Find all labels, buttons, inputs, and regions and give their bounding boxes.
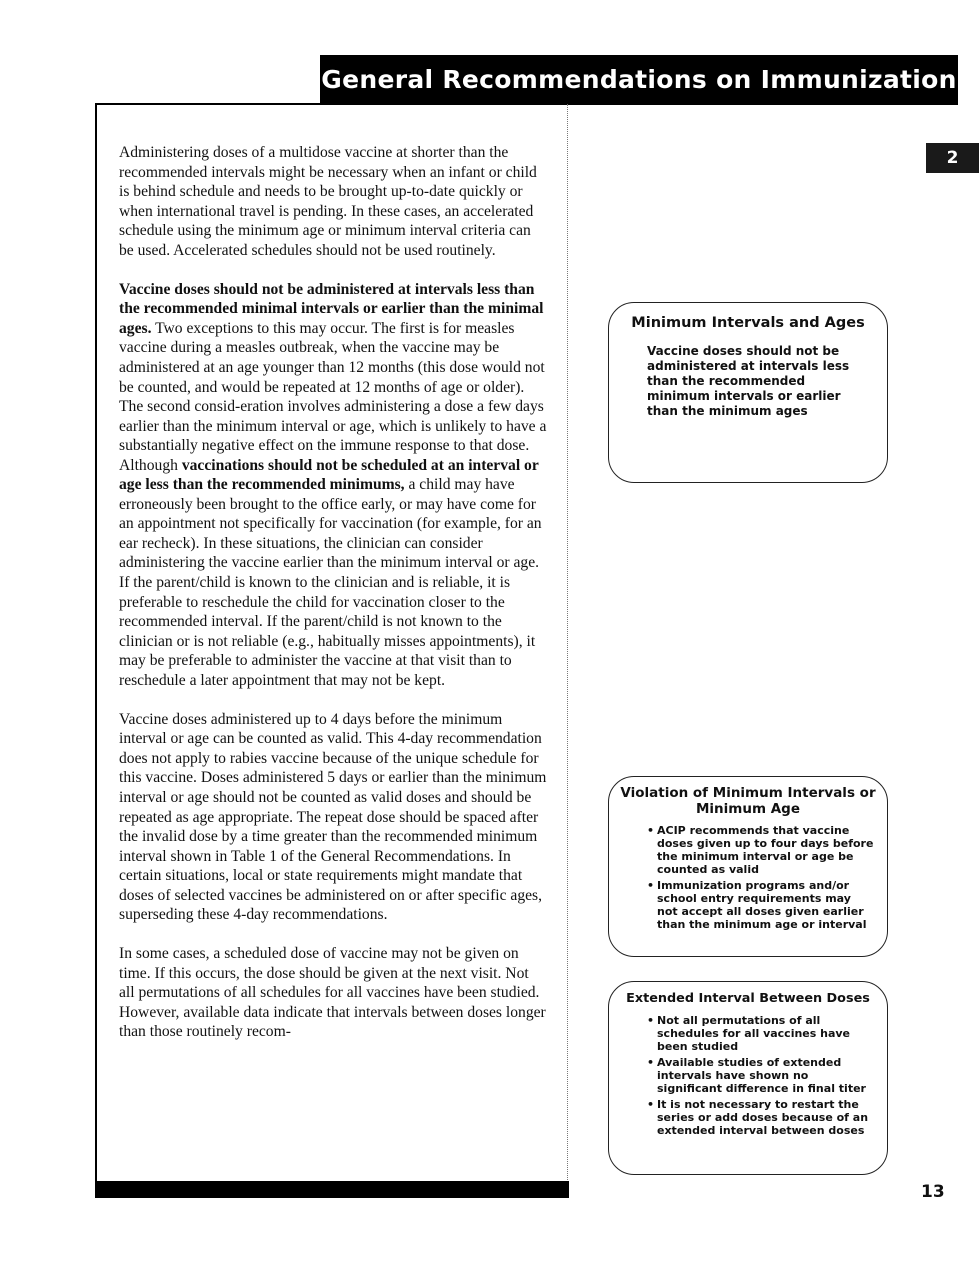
bullet-icon: • [647, 1098, 655, 1111]
list-item: • Not all permutations of all schedules for all vaccines have been studied [647, 1014, 851, 1053]
chapter-tab: 2 [926, 143, 979, 173]
list-item: • It is not necessary to restart the series or add doses because of an extended interval between doses [647, 1098, 869, 1137]
sidebar-box-minimum-intervals [608, 302, 888, 483]
bullet-icon: • [647, 824, 655, 837]
column-divider [567, 104, 568, 1184]
bottom-rule [95, 1181, 569, 1198]
page-number: 13 [921, 1182, 945, 1202]
sidebar-box-title: Violation of Minimum Intervals or Minimum Age [620, 785, 876, 817]
sidebar-bullet-list [647, 824, 875, 931]
paragraph-accelerated-schedules: Administering doses of a multidose vaccine at shorter than the recommended intervals might be necessary when an infant or child is behind schedule and needs to be brought up-to-date quickly or when international travel is pending. In these cases, an accelerated schedule using the minimum age or minimum interval criteria can be used. Accelerated schedules should not be used routinely. [119, 144, 537, 259]
list-item: • Immunization programs and/or school entry requirements may not accept all doses given earlier than the minimum age or interval [647, 879, 867, 931]
list-item: • Available studies of extended intervals have shown no significant difference in final titer [647, 1056, 866, 1095]
sidebar-box-title: Extended Interval Between Doses [626, 991, 870, 1006]
bullet-icon: • [647, 1014, 655, 1027]
paragraph-minimum-intervals [119, 280, 547, 690]
paragraph-four-day-rule: Vaccine doses administered up to 4 days before the minimum interval or age can be counted as valid. This 4-day recommendation does not apply to rabies vaccine because of the unique schedule for this vaccine. Doses administered 5 days or earlier than the minimum interval or age should not be counted as valid doses and should be repeated as age appropriate. The repeat dose should be spaced after the invalid dose by a time greater than the recommended minimum interval shown in Table 1 of the General Recommendations. In certain situations, local or state requirements might mandate that doses of selected vaccines be administered on or after specific ages, superseding these 4-day recommendations. [119, 710, 547, 924]
list-item: • ACIP recommends that vaccine doses given up to four days before the minimum interval or age be counted as valid [647, 824, 874, 876]
sidebar-box-extended-interval [608, 981, 888, 1175]
paragraph-extended-intervals: In some cases, a scheduled dose of vaccine may not be given on time. If this occurs, the dose should be given at the next visit. Not all permutations of all schedules for all vaccines have been studied. However, available data indicate that intervals between doses longer than those routinely recom- [119, 945, 546, 1041]
emphasis-scheduling-rule: vaccinations should not be scheduled at an interval or age less than the recommended minimums, [119, 456, 539, 494]
sidebar-bullet-list [647, 1014, 875, 1137]
bullet-icon: • [647, 1056, 655, 1069]
sidebar-box-title: Minimum Intervals and Ages [631, 315, 865, 331]
paragraph-text: Two exceptions to this may occur. The first is for measles vaccine during a measles outbreak, when the vaccine may be administered at an age younger than 12 months (this dose would not be counted, and would be repeated at 12 months of age or older). The second consid-eration involves administering a dose a few days earlier than the minimum interval or age, which is unlikely to have a substantially negative effect on the immune response to that dose. Although [119, 319, 547, 474]
page-header-title: General Recommendations on Immunization [320, 55, 958, 105]
main-body-text [119, 143, 547, 1062]
bullet-icon: • [647, 879, 655, 892]
emphasis-minimal-intervals: Vaccine doses should not be administered at intervals less than the recommended minimal intervals or earlier than the minimal ages. [119, 280, 544, 337]
sidebar-box-text: Vaccine doses should not be administered at intervals less than the recommended minimum intervals or earlier than the minimum ages [647, 344, 850, 418]
sidebar-box-violation [608, 776, 888, 957]
paragraph-text: a child may have erroneously been brought to the office early, or may have come for an appointment not specifically for vaccination (for example, for an ear recheck). In these situations, the clinician can consider administering the vaccine earlier than the minimum interval or age. If the parent/child is known to the clinician and is reliable, it is preferable to reschedule the child for vaccination closer to the recommended interval. If the parent/child is not known to the clinician or is not reliable (e.g., habitually misses appointments), it may be preferable to administer the vaccine at that visit than to reschedule a later appointment that may not be kept. [119, 476, 542, 689]
